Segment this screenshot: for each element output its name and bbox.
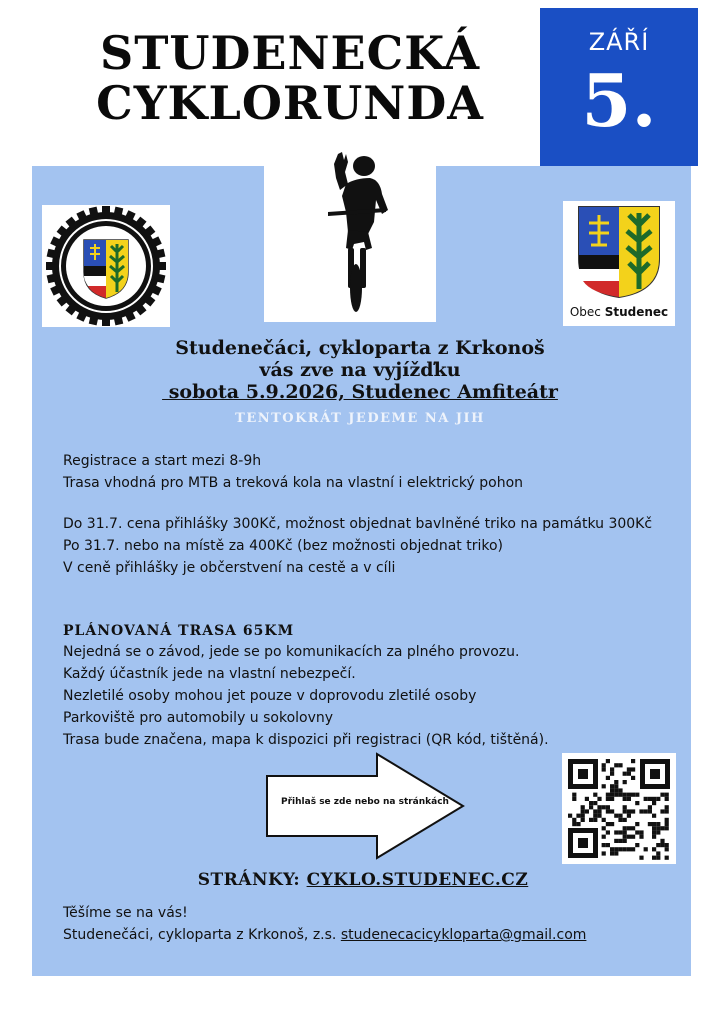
date-month: ZÁŘÍ [588,28,650,56]
qr-module [618,814,622,818]
route-note: Parkoviště pro automobily u sokolovny [63,710,334,726]
event-title [60,28,520,128]
qr-module [602,767,606,771]
qr-module [656,797,660,801]
qr-module [627,772,631,776]
qr-module [627,797,631,801]
qr-module [581,809,585,813]
qr-module [610,788,614,792]
qr-module [623,830,627,834]
qr-module [660,793,664,797]
qr-module [572,793,576,797]
qr-module [614,851,618,855]
qr-module [660,843,664,847]
qr-module [581,818,585,822]
chainring-tooth [156,262,166,270]
qr-module [623,780,627,784]
qr-module [631,826,635,830]
qr-module [610,809,614,813]
qr-module [652,826,656,830]
qr-module [627,826,631,830]
qr-module [652,797,656,801]
route-heading: PLÁNOVANÁ TRASA 65KM [63,623,295,639]
qr-module [614,763,618,767]
qr-module [593,809,597,813]
route-notes [63,641,663,751]
qr-module [665,843,669,847]
qr-module [639,809,643,813]
footer [63,902,663,946]
price-line: Po 31.7. nebo na místě za 400Kč (bez možnosti objednat triko) [63,538,504,554]
qr-module [623,835,627,839]
municipality-caption-name: Studenec [604,305,669,319]
municipality-caption [563,305,675,319]
qr-module [606,830,610,834]
qr-module [639,835,643,839]
qr-module [665,822,669,826]
chainring-tooth [102,316,110,326]
club-logo [42,205,170,327]
qr-module [614,780,618,784]
qr-module [602,763,606,767]
invitation-headline [60,337,660,403]
headline-subtitle: TENTOKRÁT JEDEME NA JIH [235,411,485,426]
qr-module [639,830,643,834]
qr-module [665,856,669,860]
qr-module [597,809,601,813]
qr-module [656,830,660,834]
qr-module [660,809,664,813]
qr-module [623,839,627,843]
qr-module [656,843,660,847]
qr-module [614,784,618,788]
qr-module [648,822,652,826]
info-line: Trasa vhodná pro MTB a treková kola na vlastní i elektrický pohon [63,475,524,491]
footer-signature [63,924,663,946]
qr-module [593,818,597,822]
qr-module [623,818,627,822]
qr-module [635,801,639,805]
qr-module [631,793,635,797]
event-title-line1: STUDENECKÁ [99,26,481,80]
qr-module [631,767,635,771]
route-note: Nejedná se o závod, jede se po komunikacích za plného provozu. [63,644,520,660]
qr-module [644,847,648,851]
qr-module [631,835,635,839]
qr-code[interactable] [562,753,676,864]
qr-module [589,805,593,809]
qr-module [652,835,656,839]
qr-module [602,826,606,830]
qr-module [576,822,580,826]
qr-module [568,814,572,818]
price-line: V ceně přihlášky je občerstvení na cestě a v cíli [63,560,396,576]
qr-module [639,856,643,860]
qr-module [660,839,664,843]
qr-module [623,797,627,801]
qr-module [635,793,639,797]
qr-module [606,805,610,809]
footer-greeting: Těšíme se na vás! [63,905,188,921]
qr-module [665,826,669,830]
route-note: Každý účastník jede na vlastní nebezpečí. [63,666,356,682]
qr-module [665,818,669,822]
qr-module [656,826,660,830]
qr-module [585,809,589,813]
qr-module [665,797,669,801]
qr-module [606,822,610,826]
qr-module [618,818,622,822]
qr-module [623,772,627,776]
qr-module [614,814,618,818]
qr-module [631,809,635,813]
registration-info [63,450,663,494]
qr-module [627,767,631,771]
qr-module [589,818,593,822]
price-line: Do 31.7. cena přihlášky 300Kč, možnost objednat bavlněné triko na památku 300Kč [63,516,653,532]
qr-module [652,847,656,851]
qr-module [665,793,669,797]
qr-module [665,805,669,809]
qr-module [623,847,627,851]
qr-module [614,847,618,851]
qr-module [610,822,614,826]
qr-module [618,830,622,834]
headline-line2: vás zve na vyjížďku [259,359,461,381]
qr-module [648,809,652,813]
route-note: Trasa bude značena, mapa k dispozici při registraci (QR kód, tištěná). [63,732,549,748]
qr-module [631,847,635,851]
date-day: 5. [581,58,657,143]
qr-module [627,809,631,813]
qr-module [614,788,618,792]
qr-module [652,814,656,818]
qr-module [593,793,597,797]
chainring-tooth [102,206,110,216]
qr-module [644,797,648,801]
qr-module [618,847,622,851]
qr-module [618,763,622,767]
qr-module [623,793,627,797]
qr-module [597,805,601,809]
qr-module [618,793,622,797]
qr-module [631,759,635,763]
qr-module [660,826,664,830]
qr-module [606,797,610,801]
qr-module [602,784,606,788]
qr-module [652,830,656,834]
qr-module [627,814,631,818]
qr-module [610,784,614,788]
qr-module [597,797,601,801]
info-line: Registrace a start mezi 8-9h [63,453,262,469]
qr-module [581,805,585,809]
qr-module [614,839,618,843]
qr-module [648,797,652,801]
qr-module [593,801,597,805]
qr-module [606,843,610,847]
footer-email-link[interactable]: studenecacicykloparta@gmail.com [340,927,587,943]
qr-module [610,793,614,797]
qr-module [656,851,660,855]
qr-module [593,814,597,818]
qr-module [627,847,631,851]
qr-module [665,809,669,813]
qr-module [656,822,660,826]
qr-module [589,801,593,805]
qr-module [623,826,627,830]
qr-module [665,847,669,851]
website-line [63,870,663,890]
cyclist-icon [318,150,394,314]
qr-module [627,835,631,839]
qr-module [585,797,589,801]
qr-module [606,809,610,813]
date-box [540,8,698,166]
qr-module [614,830,618,834]
qr-module [606,759,610,763]
qr-module [635,830,639,834]
qr-module [656,856,660,860]
qr-module [602,843,606,847]
qr-module [652,822,656,826]
qr-module [602,818,606,822]
qr-module [602,805,606,809]
qr-module [614,793,618,797]
qr-module [581,814,585,818]
qr-module [610,772,614,776]
qr-module [572,822,576,826]
website-link[interactable]: CYKLO.STUDENEC.CZ [306,870,529,890]
qr-module [648,805,652,809]
qr-module [610,767,614,771]
qr-module [631,776,635,780]
qr-module [618,839,622,843]
qr-module [618,788,622,792]
qr-module [652,856,656,860]
headline-date-place: sobota 5.9.2026, Studenec Amfiteátr [162,381,558,403]
qr-module [635,822,639,826]
qr-module [610,797,614,801]
qr-module [610,847,614,851]
qr-module [644,809,648,813]
qr-module [602,851,606,855]
qr-module [606,776,610,780]
qr-module [572,797,576,801]
qr-module [610,851,614,855]
footer-organizer: Studenečáci, cykloparta z Krkonoš, z.s. [63,927,341,943]
qr-module [635,843,639,847]
signup-arrow-label: Přihlaš se zde nebo na stránkách [281,797,449,807]
qr-module [627,793,631,797]
website-label: STRÁNKY: [197,870,307,890]
qr-module [606,793,610,797]
municipality-logo [563,201,675,326]
route-note: Nezletilé osoby mohou jet pouze v doprovodu zletilé osoby [63,688,477,704]
qr-module [652,801,656,805]
qr-module [576,814,580,818]
qr-module [623,805,627,809]
qr-module [597,814,601,818]
event-title-line2: CYKLORUNDA [96,76,484,130]
qr-module [623,809,627,813]
qr-module [572,818,576,822]
qr-module [602,835,606,839]
price-info [63,513,663,579]
coat-of-arms-icon [563,201,675,305]
headline-line1: Studenečáci, cykloparta z Krkonoš [175,337,545,359]
municipality-caption-prefix: Obec [569,305,605,319]
chainring-tooth [46,262,56,270]
